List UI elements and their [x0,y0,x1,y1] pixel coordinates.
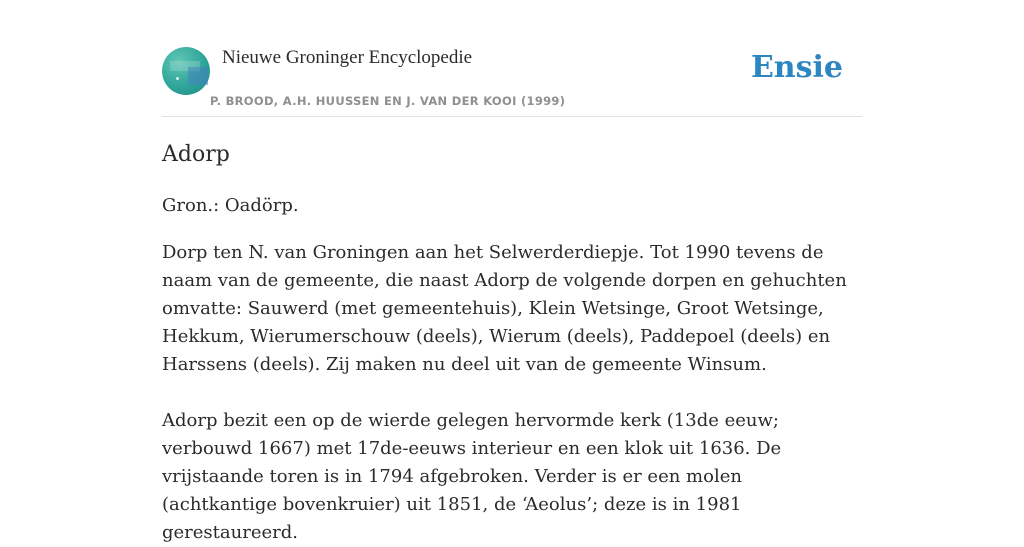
entry-title: Adorp [162,142,230,167]
work-title[interactable]: Nieuwe Groninger Encyclopedie [222,47,473,68]
book-cover-icon[interactable] [162,47,210,95]
brand-logo[interactable]: Ensie [750,50,843,85]
work-authors: P. BROOD, A.H. HUUSSEN EN J. VAN DER KOOI (1999) [210,94,566,108]
source-header [162,40,862,117]
entry-paragraph: Adorp bezit een op de wierde gelegen hervormde kerk (13de eeuw; verbouwd 1667) met 17de-eeuws interieur en een klok uit 1636. De vrijstaande toren is in 1794 afgebroken. Verder is er een molen (achtkantige bovenkruier) uit 1851, de ‘Aeolus’; deze is in 1981 gerestaureerd. [162,410,782,543]
entry-paragraph: Dorp ten N. van Groningen aan het Selwerderdiepje. Tot 1990 tevens de naam van de gemeente, die naast Adorp de volgende dorpen en gehuchten omvatte: Sauwerd (met gemeentehuis), Klein Wetsinge, Groot Wetsinge, Hekkum, Wierumerschouw (deels), Wierum (deels), Paddepoel (deels) en Harssens (deels). Zij maken nu deel uit van de gemeente Winsum. [162,242,847,375]
entry-content [162,140,862,547]
entry-alias: Gron.: Oadörp. [162,195,299,216]
